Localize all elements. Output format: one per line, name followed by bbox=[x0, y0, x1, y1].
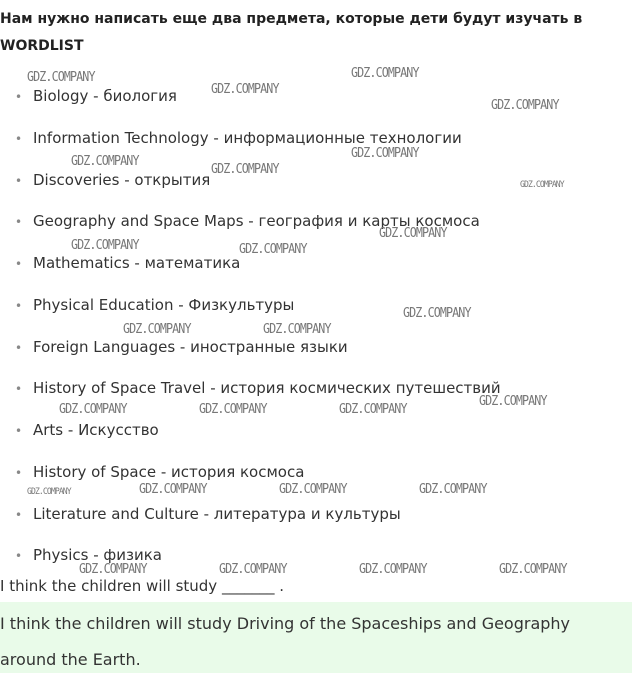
watermark: GDZ.COMPANY bbox=[27, 70, 95, 85]
watermark: GDZ.COMPANY bbox=[71, 154, 139, 169]
watermark: GDZ.COMPANY bbox=[71, 238, 139, 253]
watermark: GDZ.COMPANY bbox=[139, 482, 207, 497]
watermark: GDZ.COMPANY bbox=[59, 402, 127, 417]
list-item-text: History of Space - история космоса bbox=[33, 463, 305, 481]
list-item bbox=[15, 253, 240, 274]
list-item bbox=[15, 86, 177, 107]
list-item-text: Physical Education - Физкультуры bbox=[33, 296, 295, 314]
watermark: GDZ.COMPANY bbox=[27, 487, 71, 497]
list-item-text: History of Space Travel - история космических путешествий bbox=[33, 379, 501, 397]
watermark: GDZ.COMPANY bbox=[499, 562, 567, 577]
watermark: GDZ.COMPANY bbox=[359, 562, 427, 577]
list-item bbox=[15, 462, 304, 483]
watermark: GDZ.COMPANY bbox=[479, 394, 547, 409]
bullet-icon: • bbox=[15, 257, 23, 271]
list-item-text: Physics - физика bbox=[33, 546, 162, 564]
bullet-icon: • bbox=[15, 382, 23, 396]
watermark: GDZ.COMPANY bbox=[219, 562, 287, 577]
list-item-text: Arts - Искусство bbox=[33, 421, 159, 439]
bullet-icon: • bbox=[15, 132, 23, 146]
task-instruction: Нам нужно написать еще два предмета, которые дети будут изучать в WORDLIST bbox=[0, 11, 583, 54]
list-item-text: Biology - биология bbox=[33, 87, 177, 105]
list-item bbox=[15, 170, 210, 191]
watermark: GDZ.COMPANY bbox=[199, 402, 267, 417]
watermark: GDZ.COMPANY bbox=[263, 322, 331, 337]
list-item bbox=[15, 504, 401, 525]
answer-box: I think the children will study Driving of the Spaceships and Geography around the Earth. bbox=[0, 602, 632, 673]
watermark: GDZ.COMPANY bbox=[351, 146, 419, 161]
bullet-icon: • bbox=[15, 90, 23, 104]
list-item-text: Geography and Space Maps - география и карты космоса bbox=[33, 212, 480, 230]
bullet-icon: • bbox=[15, 549, 23, 563]
watermark: GDZ.COMPANY bbox=[339, 402, 407, 417]
list-item bbox=[15, 420, 159, 441]
watermark: GDZ.COMPANY bbox=[211, 82, 279, 97]
list-item-text: Literature and Culture - литература и культуры bbox=[33, 505, 401, 523]
watermark: GDZ.COMPANY bbox=[123, 322, 191, 337]
watermark: GDZ.COMPANY bbox=[491, 98, 559, 113]
watermark: GDZ.COMPANY bbox=[211, 162, 279, 177]
bullet-icon: • bbox=[15, 299, 23, 313]
bullet-icon: • bbox=[15, 508, 23, 522]
list-item bbox=[15, 378, 501, 399]
list-item-text: Mathematics - математика bbox=[33, 254, 241, 272]
watermark: GDZ.COMPANY bbox=[351, 66, 419, 81]
list-item-text: Foreign Languages - иностранные языки bbox=[33, 338, 348, 356]
bullet-icon: • bbox=[15, 466, 23, 480]
watermark: GDZ.COMPANY bbox=[239, 242, 307, 257]
list-item bbox=[15, 295, 294, 316]
watermark: GDZ.COMPANY bbox=[79, 562, 147, 577]
fill-in-prompt: I think the children will study _______ . bbox=[0, 577, 284, 595]
bullet-icon: • bbox=[15, 341, 23, 355]
watermark: GDZ.COMPANY bbox=[279, 482, 347, 497]
list-item bbox=[15, 337, 348, 358]
bullet-icon: • bbox=[15, 424, 23, 438]
watermark: GDZ.COMPANY bbox=[419, 482, 487, 497]
watermark: GDZ.COMPANY bbox=[403, 306, 471, 321]
list-item-text: Information Technology - информационные технологии bbox=[33, 129, 462, 147]
watermark: GDZ.COMPANY bbox=[520, 180, 564, 190]
bullet-icon: • bbox=[15, 174, 23, 188]
bullet-icon: • bbox=[15, 215, 23, 229]
list-item-text: Discoveries - открытия bbox=[33, 171, 211, 189]
watermark: GDZ.COMPANY bbox=[379, 226, 447, 241]
